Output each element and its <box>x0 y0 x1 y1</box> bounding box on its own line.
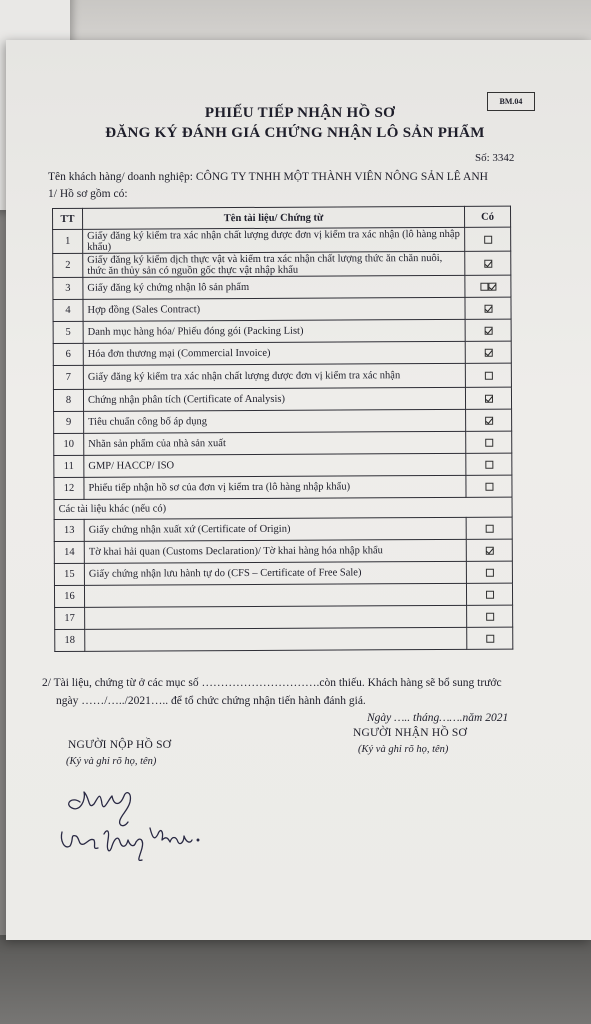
submitter-note: (Ký và ghi rõ họ, tên) <box>66 756 157 767</box>
checkbox-unchecked-icon[interactable] <box>485 483 493 491</box>
header-co: Có <box>464 206 510 227</box>
availability-cell <box>466 539 512 561</box>
receiver-note: (Ký và ghi rõ họ, tên) <box>358 744 449 755</box>
document-name: Giấy đăng ký kiểm dịch thực vật và kiểm tra xác nhận chất lượng thức ăn chăn nuôi, thức ăn thủy sản có nguồn gốc thực vật nhập khẩu <box>83 251 465 277</box>
row-number: 15 <box>54 563 84 585</box>
document-name: Nhãn sản phẩm của nhà sản xuất <box>84 431 466 455</box>
document-name <box>85 605 467 629</box>
document-row-6 <box>53 341 511 365</box>
row-number: 8 <box>53 389 83 411</box>
row-number: 17 <box>55 607 85 629</box>
row-number: 1 <box>53 229 83 253</box>
document-name: Chứng nhận phân tích (Certificate of Analysis) <box>83 387 465 411</box>
row-number: 6 <box>53 343 83 365</box>
checkbox-unchecked-icon[interactable] <box>486 635 494 643</box>
row-number: 2 <box>53 253 83 277</box>
checkbox-checked-icon[interactable] <box>484 305 492 313</box>
document-title-line2: ĐĂNG KÝ ĐÁNH GIÁ CHỨNG NHẬN LÔ SẢN PHẨM <box>105 125 485 141</box>
availability-cell <box>465 251 511 275</box>
row-number: 9 <box>54 411 84 433</box>
table-header-row <box>53 206 511 229</box>
customer-line: Tên khách hàng/ doanh nghiệp: CÔNG TY TNHH MỘT THÀNH VIÊN NÔNG SẢN LÊ ANH <box>48 171 488 183</box>
document-name: Giấy đăng ký kiểm tra xác nhận chất lượng được đơn vị kiểm tra xác nhận (lô hàng nhập khẩu) <box>83 227 465 253</box>
availability-cell <box>465 341 511 363</box>
section1-title: 1/ Hồ sơ gồm có: <box>48 188 128 200</box>
document-row-7 <box>53 363 511 389</box>
availability-cell <box>466 453 512 475</box>
availability-cell <box>465 319 511 341</box>
record-number: Số: 3342 <box>475 152 515 164</box>
document-name <box>84 583 466 607</box>
availability-cell <box>466 475 512 497</box>
document-name: Giấy đăng ký kiểm tra xác nhận chất lượng được đơn vị kiểm tra xác nhận <box>83 363 465 389</box>
availability-cell <box>466 431 512 453</box>
availability-cell <box>465 387 511 409</box>
document-row-9 <box>54 409 512 433</box>
section2-line2: ngày ……/…../2021….. để tổ chức chứng nhận tiến hành đánh giá. <box>56 695 366 707</box>
row-number: 3 <box>53 277 83 299</box>
document-name: Giấy đăng ký chứng nhận lô sản phẩm <box>83 275 465 299</box>
section2-line1: 2/ Tài liệu, chứng từ ở các mục số ………………………….còn thiếu. Khách hàng sẽ bổ sung trước <box>42 677 502 689</box>
row-number: 16 <box>54 585 84 607</box>
checkbox-unchecked-icon[interactable] <box>484 372 492 380</box>
document-name: Tờ khai hải quan (Customs Declaration)/ Tờ khai hàng hóa nhập khẩu <box>84 539 466 563</box>
availability-cell <box>466 517 512 539</box>
row-number: 13 <box>54 519 84 541</box>
other-document-row-17 <box>55 605 513 629</box>
availability-cell <box>465 227 511 251</box>
other-document-row-15 <box>54 561 512 585</box>
document-row-5 <box>53 319 511 343</box>
checkbox-checked-icon[interactable] <box>484 395 492 403</box>
availability-cell <box>465 297 511 319</box>
other-document-row-13 <box>54 517 512 541</box>
document-name: Tiêu chuẩn công bố áp dụng <box>84 409 466 433</box>
row-number: 7 <box>53 365 83 389</box>
form-code-badge: BM.04 <box>487 92 535 111</box>
checkbox-checked-icon[interactable] <box>485 417 493 425</box>
handwritten-signature <box>50 770 210 880</box>
checkbox-unchecked-icon[interactable] <box>485 525 493 533</box>
document-row-4 <box>53 297 511 321</box>
documents-table <box>52 206 513 652</box>
checkbox-unchecked-icon[interactable] <box>486 591 494 599</box>
row-number: 10 <box>54 433 84 455</box>
document-name <box>85 627 467 651</box>
date-line: Ngày ….. tháng…….năm 2021 <box>367 712 509 724</box>
checkbox-checked-icon[interactable] <box>484 327 492 335</box>
document-row-12 <box>54 475 512 499</box>
document-row-8 <box>53 387 511 411</box>
submitter-title: NGƯỜI NỘP HỒ SƠ <box>68 739 172 751</box>
checkbox-unchecked-icon[interactable] <box>485 569 493 577</box>
document-name: Hóa đơn thương mại (Commercial Invoice) <box>83 341 465 365</box>
row-number: 12 <box>54 477 84 499</box>
checkbox-checked-icon[interactable] <box>485 547 493 555</box>
other-document-row-18 <box>55 627 513 651</box>
row-number: 11 <box>54 455 84 477</box>
document-row-10 <box>54 431 512 455</box>
document-title-line1: PHIẾU TIẾP NHẬN HỒ SƠ <box>204 105 396 121</box>
other-document-row-16 <box>54 583 512 607</box>
availability-cell <box>465 363 511 387</box>
checkbox-unchecked-icon[interactable] <box>486 613 494 621</box>
document-row-3 <box>53 275 511 299</box>
checkbox-unchecked-icon[interactable] <box>485 439 493 447</box>
document-name: Giấy chứng nhận xuất xứ (Certificate of Origin) <box>84 517 466 541</box>
document-row-1 <box>53 227 511 253</box>
checkbox-unchecked-icon[interactable] <box>485 461 493 469</box>
row-number: 14 <box>54 541 84 563</box>
availability-cell <box>465 275 511 297</box>
background-surface-bottom <box>0 935 591 1024</box>
document-name: Phiếu tiếp nhận hồ sơ của đơn vị kiểm tra (lô hàng nhập khẩu) <box>84 475 466 499</box>
other-documents-label: Các tài liệu khác (nếu có) <box>54 497 512 519</box>
row-number: 18 <box>55 629 85 651</box>
receiver-title: NGƯỜI NHẬN HỒ SƠ <box>353 727 468 739</box>
header-document-name: Tên tài liệu/ Chứng từ <box>83 206 465 229</box>
checkbox-unchecked-icon[interactable] <box>484 236 492 244</box>
checkbox-checked-icon[interactable] <box>484 260 492 268</box>
availability-cell <box>467 627 513 649</box>
checkbox-unchecked-icon[interactable] <box>480 283 488 291</box>
document-name: Giấy chứng nhận lưu hành tự do (CFS – Certificate of Free Sale) <box>84 561 466 585</box>
checkbox-checked-icon[interactable] <box>484 349 492 357</box>
availability-cell <box>466 561 512 583</box>
document-row-11 <box>54 453 512 477</box>
document-row-2 <box>53 251 511 277</box>
header-tt: TT <box>53 208 83 229</box>
availability-cell <box>466 409 512 431</box>
other-documents-row <box>54 497 512 519</box>
row-number: 4 <box>53 299 83 321</box>
other-document-row-14 <box>54 539 512 563</box>
document-name: Hợp đồng (Sales Contract) <box>83 297 465 321</box>
document-name: GMP/ HACCP/ ISO <box>84 453 466 477</box>
document-name: Danh mục hàng hóa/ Phiếu đóng gói (Packing List) <box>83 319 465 343</box>
availability-cell <box>467 605 513 627</box>
checkbox-checked-icon[interactable] <box>488 283 496 291</box>
availability-cell <box>466 583 512 605</box>
row-number: 5 <box>53 321 83 343</box>
